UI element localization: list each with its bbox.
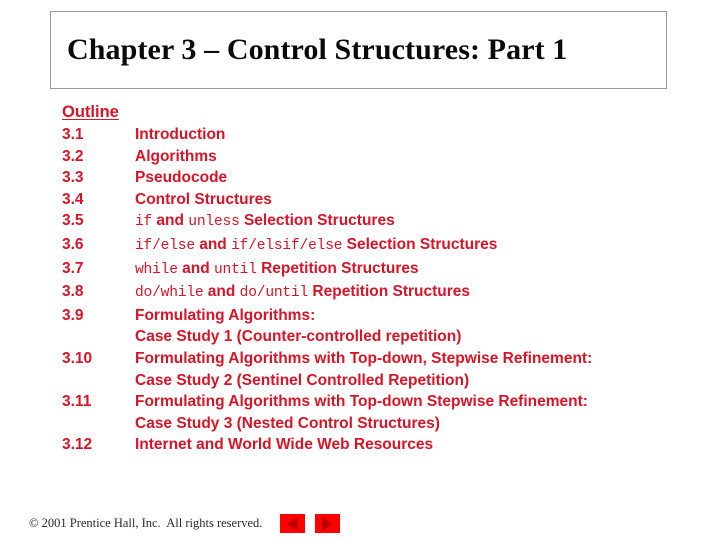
- outline-item-label: [135, 391, 702, 434]
- navigation-buttons: [280, 514, 340, 533]
- outline-item-number: 3.12: [62, 436, 93, 454]
- outline-item-label: [135, 210, 702, 234]
- code-keyword: if: [135, 214, 153, 231]
- code-keyword: if/elsif/else: [231, 237, 343, 254]
- outline-item-number: 3.10: [62, 349, 93, 367]
- outline-item-label: [135, 348, 702, 391]
- outline-item-label: [135, 189, 702, 211]
- outline-text: Algorithms: [135, 147, 217, 165]
- copyright-notice: © 2001 Prentice Hall, Inc. All rights reserved.: [29, 516, 263, 530]
- outline-text: Case Study 3 (Nested Control Structures): [135, 414, 440, 432]
- outline-text: Pseudocode: [135, 169, 228, 187]
- outline-text: Case Study 2 (Sentinel Controlled Repetition): [135, 371, 470, 389]
- outline-heading: Outline: [62, 103, 119, 121]
- outline-item-number: 3.4: [62, 190, 84, 208]
- triangle-left-icon: [287, 517, 298, 531]
- outline-text: Selection Structures: [342, 235, 498, 253]
- outline-item[interactable]: [62, 434, 702, 456]
- outline-item-number: 3.1: [62, 126, 84, 143]
- outline-text: and: [152, 212, 189, 230]
- outline-item-line: [135, 326, 702, 348]
- outline-item-label: [135, 124, 702, 146]
- outline-text: Repetition Structures: [256, 259, 419, 277]
- outline-section: [62, 103, 702, 456]
- outline-list: [62, 124, 702, 456]
- outline-text: and: [194, 235, 232, 253]
- outline-text: Formulating Algorithms:: [135, 306, 316, 324]
- outline-item-line: [135, 348, 702, 370]
- outline-item[interactable]: [62, 391, 702, 434]
- code-keyword: if/else: [135, 237, 195, 254]
- outline-text: Case Study 1 (Counter-controlled repetition): [135, 328, 462, 346]
- previous-slide-button[interactable]: [280, 514, 305, 533]
- code-keyword: unless: [188, 214, 240, 231]
- outline-item[interactable]: [62, 189, 702, 211]
- outline-item-line: [135, 413, 702, 435]
- slide-title-box: [50, 11, 667, 89]
- outline-item-line: [135, 258, 702, 282]
- outline-item-line: [135, 189, 702, 211]
- outline-item-number: 3.9: [62, 306, 84, 324]
- outline-item[interactable]: [62, 234, 702, 258]
- outline-item-line: [135, 124, 702, 146]
- outline-item[interactable]: [62, 146, 702, 168]
- outline-text: and: [177, 259, 214, 277]
- code-keyword: do/while: [135, 285, 204, 302]
- outline-item[interactable]: [62, 210, 702, 234]
- outline-item-label: [135, 234, 702, 258]
- outline-text: Introduction: [135, 126, 226, 143]
- outline-item[interactable]: [62, 124, 702, 146]
- outline-item-label: [135, 167, 702, 189]
- outline-item-label: [135, 281, 702, 305]
- outline-item-label: [135, 146, 702, 168]
- outline-item[interactable]: [62, 281, 702, 305]
- outline-item-number: 3.8: [62, 283, 84, 301]
- outline-item-line: [135, 391, 702, 413]
- outline-item-line: [135, 370, 702, 392]
- outline-item-label: [135, 258, 702, 282]
- code-keyword: do/until: [239, 285, 309, 302]
- code-keyword: while: [135, 261, 178, 278]
- outline-item[interactable]: [62, 258, 702, 282]
- outline-item-label: [135, 305, 702, 348]
- outline-text: Formulating Algorithms with Top-down, Stepwise Refinement:: [135, 349, 593, 367]
- outline-item-line: [135, 434, 702, 456]
- outline-text: Repetition Structures: [308, 283, 471, 301]
- outline-item-line: [135, 146, 702, 168]
- outline-item-line: [135, 210, 702, 234]
- slide-footer: [0, 512, 720, 540]
- page-title: Chapter 3 – Control Structures: Part 1: [67, 33, 568, 66]
- outline-text: Selection Structures: [239, 212, 395, 230]
- outline-item-number: 3.2: [62, 147, 84, 165]
- outline-item-label: [135, 434, 702, 456]
- outline-item-number: 3.5: [62, 212, 84, 230]
- outline-item-number: 3.7: [62, 259, 84, 277]
- outline-text: Internet and World Wide Web Resources: [135, 436, 434, 454]
- outline-item-number: 3.6: [62, 235, 84, 253]
- outline-text: Formulating Algorithms with Top-down Stepwise Refinement:: [135, 393, 588, 411]
- outline-item-line: [135, 281, 702, 305]
- outline-item-line: [135, 167, 702, 189]
- code-keyword: until: [213, 261, 257, 278]
- outline-text: Control Structures: [135, 190, 272, 208]
- triangle-right-icon: [322, 517, 333, 531]
- outline-item-line: [135, 305, 702, 327]
- outline-item[interactable]: [62, 167, 702, 189]
- outline-item[interactable]: [62, 348, 702, 391]
- outline-item-number: 3.3: [62, 169, 84, 187]
- outline-item-number: 3.11: [62, 393, 92, 411]
- next-slide-button[interactable]: [315, 514, 340, 533]
- outline-item-line: [135, 234, 702, 258]
- outline-text: and: [203, 283, 240, 301]
- outline-item[interactable]: [62, 305, 702, 348]
